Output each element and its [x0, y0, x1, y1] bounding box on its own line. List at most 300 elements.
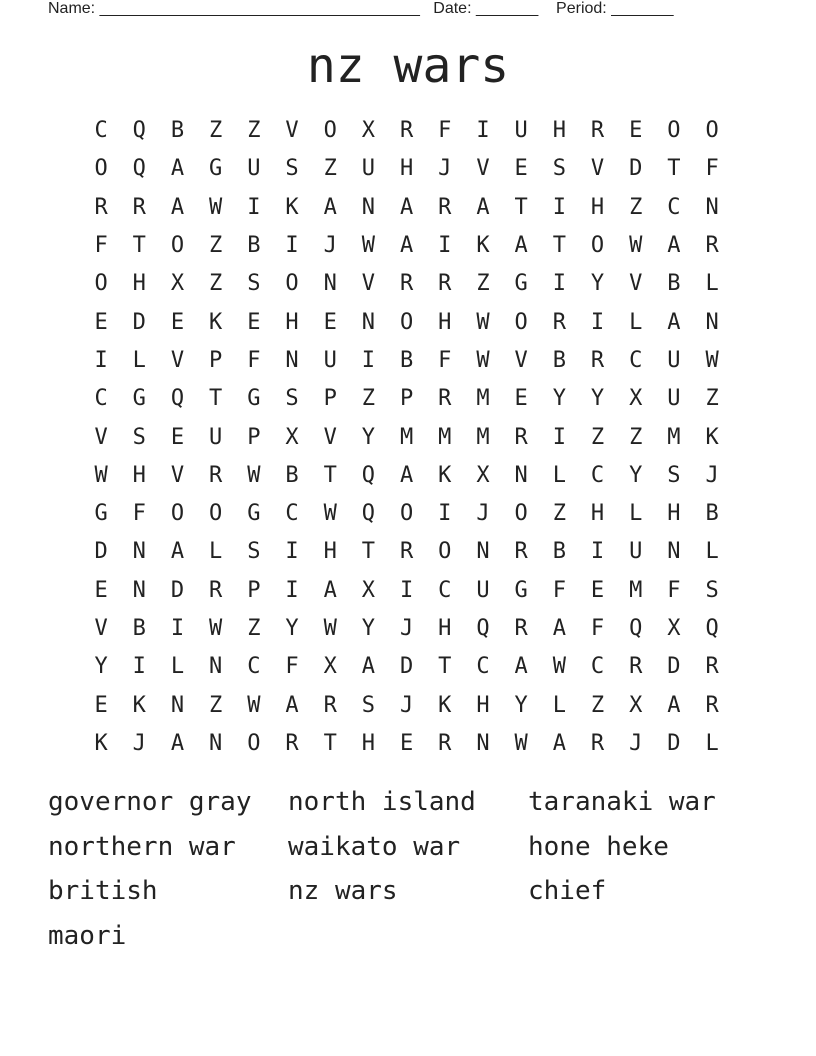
grid-letter: C [438, 577, 452, 603]
grid-letter: A [361, 654, 376, 680]
grid-letter: W [361, 233, 376, 259]
grid-letter: D [170, 577, 185, 603]
grid-letter: R [705, 692, 719, 718]
grid-letter: A [170, 194, 185, 220]
grid-letter: L [552, 462, 566, 488]
grid-letter: O [323, 118, 337, 144]
grid-letter: H [552, 118, 566, 144]
grid-letter: C [590, 654, 605, 680]
grid-letter: Z [552, 501, 566, 527]
grid-letter: J [438, 156, 452, 182]
grid-letter: Z [705, 386, 719, 412]
grid-letter: V [94, 616, 108, 641]
grid-letter: A [514, 654, 528, 680]
grid-letter: Q [705, 616, 719, 641]
grid-letter: V [361, 271, 376, 297]
grid-letter: C [476, 654, 490, 680]
grid-letter: S [552, 156, 566, 182]
grid-letter: I [94, 347, 108, 373]
letter-grid [82, 112, 731, 763]
grid-letter: X [285, 424, 299, 450]
grid-letter: K [94, 730, 108, 756]
grid-letter: E [514, 156, 528, 182]
grid-letter: B [170, 118, 185, 144]
word-list-item: northern war [48, 831, 236, 862]
grid-letter: G [514, 271, 528, 297]
grid-letter: F [285, 654, 299, 680]
grid-letter: Q [361, 462, 376, 488]
grid-letter: E [94, 577, 108, 603]
grid-letter: C [285, 501, 299, 527]
grid-letter: Z [361, 386, 376, 412]
word-list-item: waikato war [288, 831, 461, 862]
grid-letter: V [590, 156, 605, 182]
grid-row [82, 725, 731, 763]
grid-letter: Y [629, 462, 643, 488]
page-title: nz wars [306, 38, 510, 94]
grid-letter: F [590, 616, 605, 641]
grid-letter: Q [132, 118, 146, 144]
grid-row [82, 342, 731, 380]
grid-letter: X [361, 118, 376, 144]
grid-letter: V [170, 347, 185, 373]
grid-letter: T [514, 194, 528, 220]
grid-letter: R [552, 309, 566, 335]
grid-letter: N [132, 577, 146, 603]
grid-letter: C [667, 194, 681, 220]
grid-row [82, 533, 731, 571]
grid-letter: P [247, 577, 261, 603]
grid-letter: E [514, 386, 528, 412]
grid-letter: O [94, 271, 108, 297]
grid-letter: O [514, 501, 528, 527]
grid-letter: L [629, 309, 643, 335]
grid-letter: O [399, 309, 414, 335]
grid-letter: B [552, 347, 566, 373]
word-list-item: taranaki war [528, 787, 716, 817]
grid-letter: M [399, 424, 414, 450]
grid-letter: U [514, 118, 528, 144]
grid-letter: P [323, 386, 337, 412]
grid-letter: F [552, 577, 566, 603]
grid-letter: F [438, 118, 452, 144]
grid-letter: S [132, 424, 146, 450]
grid-letter: R [438, 386, 452, 412]
grid-letter: E [170, 309, 185, 335]
grid-letter: L [170, 654, 185, 680]
grid-letter: W [323, 616, 337, 641]
grid-letter: Z [209, 271, 223, 297]
word-list-item: chief [528, 876, 607, 906]
grid-letter: H [285, 309, 299, 335]
grid-letter: V [285, 118, 299, 144]
grid-letter: I [552, 271, 566, 297]
grid-letter: S [361, 692, 376, 718]
word-list [48, 780, 768, 958]
grid-letter: A [667, 233, 681, 259]
grid-letter: K [132, 692, 146, 718]
grid-letter: O [247, 730, 261, 756]
grid-letter: E [247, 309, 261, 335]
grid-row [82, 303, 731, 341]
grid-letter: Z [323, 156, 337, 182]
grid-letter: K [438, 462, 452, 488]
grid-letter: X [476, 462, 490, 488]
grid-letter: Y [285, 616, 299, 641]
grid-letter: O [399, 501, 414, 527]
grid-letter: V [514, 347, 528, 373]
grid-letter: N [476, 730, 490, 756]
grid-letter: R [94, 194, 108, 220]
grid-letter: R [132, 194, 146, 220]
grid-letter: F [667, 577, 681, 603]
name-line: ____________________________________ [99, 0, 420, 17]
grid-letter: A [667, 692, 681, 718]
grid-letter: L [629, 501, 643, 527]
word-list-item: hone heke [528, 831, 669, 862]
grid-letter: L [552, 692, 566, 718]
grid-letter: R [514, 424, 528, 450]
grid-letter: R [438, 194, 452, 220]
grid-letter: A [667, 309, 681, 335]
grid-letter: V [323, 424, 337, 450]
grid-letter: H [399, 156, 414, 182]
grid-letter: M [629, 577, 643, 603]
grid-letter: R [323, 692, 337, 718]
grid-letter: R [514, 616, 528, 641]
grid-letter: Q [629, 616, 643, 641]
grid-letter: K [705, 424, 719, 450]
grid-letter: I [361, 347, 376, 373]
grid-row [82, 112, 731, 150]
grid-letter: Y [552, 386, 566, 412]
grid-letter: M [476, 424, 490, 450]
grid-letter: B [705, 501, 719, 527]
grid-letter: W [705, 347, 719, 373]
grid-letter: N [361, 194, 376, 220]
grid-letter: W [514, 730, 528, 756]
grid-letter: L [705, 539, 719, 565]
grid-letter: H [438, 309, 452, 335]
grid-letter: U [323, 347, 337, 373]
grid-letter: J [705, 462, 719, 488]
grid-letter: H [132, 462, 146, 488]
date-line: _______ [475, 0, 539, 17]
grid-letter: H [590, 501, 605, 527]
grid-letter: D [667, 654, 681, 680]
grid-letter: A [323, 577, 337, 603]
grid-letter: J [476, 501, 490, 527]
grid-letter: G [247, 501, 261, 527]
grid-letter: Y [94, 654, 108, 680]
grid-letter: A [170, 539, 185, 565]
grid-letter: R [438, 730, 452, 756]
grid-letter: U [476, 577, 490, 603]
grid-letter: J [323, 233, 337, 259]
grid-letter: W [247, 462, 261, 488]
grid-letter: A [476, 194, 490, 220]
grid-letter: I [247, 194, 261, 220]
grid-letter: T [209, 386, 223, 412]
grid-letter: P [209, 347, 223, 373]
grid-letter: A [285, 692, 299, 718]
grid-row [82, 572, 731, 610]
grid-letter: Y [590, 386, 605, 412]
grid-letter: H [590, 194, 605, 220]
grid-letter: L [209, 539, 223, 565]
grid-letter: W [476, 309, 490, 335]
grid-letter: Z [209, 118, 223, 144]
grid-letter: V [170, 462, 185, 488]
grid-letter: Q [132, 156, 146, 182]
grid-letter: R [209, 462, 223, 488]
grid-letter: I [552, 194, 566, 220]
grid-letter: K [285, 194, 299, 220]
grid-letter: F [132, 501, 146, 527]
grid-letter: R [590, 730, 605, 756]
grid-letter: O [170, 501, 185, 527]
grid-letter: Z [209, 692, 223, 718]
grid-row [82, 380, 731, 418]
grid-letter: X [629, 692, 643, 718]
grid-letter: Z [209, 233, 223, 259]
grid-letter: G [514, 577, 528, 603]
grid-letter: P [399, 386, 414, 412]
grid-letter: E [94, 692, 108, 718]
grid-letter: A [399, 462, 414, 488]
grid-row [82, 457, 731, 495]
grid-letter: A [170, 156, 185, 182]
grid-letter: B [132, 616, 146, 641]
grid-letter: R [514, 539, 528, 565]
grid-letter: N [514, 462, 528, 488]
grid-letter: W [209, 616, 223, 641]
grid-letter: R [399, 118, 414, 144]
grid-letter: E [323, 309, 337, 335]
grid-letter: B [552, 539, 566, 565]
grid-letter: T [361, 539, 376, 565]
name-label: Name: [48, 0, 96, 17]
grid-letter: B [399, 347, 414, 373]
grid-letter: Y [361, 424, 376, 450]
grid-letter: X [629, 386, 643, 412]
grid-letter: R [399, 539, 414, 565]
grid-letter: J [399, 692, 414, 718]
grid-letter: X [361, 577, 376, 603]
grid-letter: N [476, 539, 490, 565]
grid-letter: N [361, 309, 376, 335]
grid-row [82, 189, 731, 227]
grid-letter: N [132, 539, 146, 565]
grid-letter: U [361, 156, 376, 182]
grid-letter: H [361, 730, 376, 756]
grid-letter: X [667, 616, 681, 641]
grid-letter: E [629, 118, 643, 144]
grid-letter: R [590, 118, 605, 144]
grid-letter: I [132, 654, 146, 680]
grid-letter: H [132, 271, 146, 297]
grid-row [82, 227, 731, 265]
grid-letter: C [94, 118, 108, 144]
grid-letter: P [247, 424, 261, 450]
grid-letter: F [247, 347, 261, 373]
grid-letter: I [285, 577, 299, 603]
grid-letter: R [705, 654, 719, 680]
grid-letter: C [94, 386, 108, 412]
grid-letter: R [285, 730, 299, 756]
grid-letter: K [209, 309, 223, 335]
grid-letter: Q [170, 386, 185, 412]
worksheet-header [48, 0, 674, 18]
grid-row [82, 648, 731, 686]
grid-letter: E [94, 309, 108, 335]
grid-letter: N [667, 539, 681, 565]
grid-letter: U [667, 347, 681, 373]
grid-letter: L [132, 347, 146, 373]
grid-letter: L [705, 730, 719, 756]
grid-letter: I [552, 424, 566, 450]
grid-letter: J [132, 730, 146, 756]
grid-letter: Y [361, 616, 376, 641]
grid-letter: O [285, 271, 299, 297]
grid-letter: Z [247, 616, 261, 641]
grid-letter: D [132, 309, 146, 335]
grid-letter: T [323, 462, 337, 488]
grid-row [82, 418, 731, 456]
grid-letter: T [667, 156, 681, 182]
grid-letter: D [629, 156, 643, 182]
grid-letter: A [552, 616, 566, 641]
grid-letter: R [705, 233, 719, 259]
grid-letter: I [590, 309, 605, 335]
grid-letter: W [247, 692, 261, 718]
grid-letter: T [323, 730, 337, 756]
grid-letter: Z [247, 118, 261, 144]
grid-letter: A [399, 194, 414, 220]
grid-letter: J [629, 730, 643, 756]
grid-letter: C [590, 462, 605, 488]
grid-letter: D [667, 730, 681, 756]
grid-letter: I [399, 577, 414, 603]
grid-letter: I [476, 118, 490, 144]
grid-letter: Q [476, 616, 490, 641]
grid-letter: T [552, 233, 566, 259]
grid-letter: O [514, 309, 528, 335]
grid-letter: E [590, 577, 605, 603]
grid-letter: V [629, 271, 643, 297]
grid-letter: M [438, 424, 452, 450]
grid-letter: F [94, 233, 108, 259]
grid-letter: W [476, 347, 490, 373]
grid-row [82, 150, 731, 188]
grid-letter: I [170, 616, 185, 641]
grid-letter: S [285, 156, 299, 182]
grid-letter: A [399, 233, 414, 259]
grid-letter: O [170, 233, 185, 259]
grid-letter: H [667, 501, 681, 527]
grid-letter: A [170, 730, 185, 756]
grid-letter: W [629, 233, 643, 259]
grid-letter: O [705, 118, 719, 144]
grid-letter: D [94, 539, 108, 565]
grid-letter: B [667, 271, 681, 297]
grid-letter: G [247, 386, 261, 412]
grid-letter: K [476, 233, 490, 259]
grid-letter: X [323, 654, 337, 680]
date-label: Date: [433, 0, 472, 17]
grid-letter: N [705, 309, 719, 335]
grid-letter: M [667, 424, 681, 450]
grid-letter: Z [629, 424, 643, 450]
grid-letter: N [285, 347, 299, 373]
grid-letter: S [247, 539, 261, 565]
period-label: Period: [556, 0, 607, 17]
grid-letter: R [209, 577, 223, 603]
grid-letter: N [209, 730, 223, 756]
grid-letter: L [705, 271, 719, 297]
grid-letter: F [705, 156, 719, 182]
word-list-item: north island [288, 787, 476, 817]
grid-letter: E [399, 730, 414, 756]
grid-letter: F [438, 347, 452, 373]
period-line: _______ [611, 0, 674, 17]
grid-letter: K [438, 692, 452, 718]
grid-letter: V [476, 156, 490, 182]
grid-letter: N [705, 194, 719, 220]
grid-letter: I [438, 233, 452, 259]
grid-letter: N [170, 692, 185, 718]
grid-letter: J [399, 616, 414, 641]
grid-row [82, 610, 731, 648]
grid-letter: V [94, 424, 108, 450]
grid-letter: U [247, 156, 261, 182]
grid-letter: C [247, 654, 261, 680]
grid-letter: M [476, 386, 490, 412]
grid-letter: O [94, 156, 108, 182]
grid-letter: Q [361, 501, 376, 527]
grid-letter: W [209, 194, 223, 220]
grid-letter: U [209, 424, 223, 450]
grid-letter: Z [476, 271, 490, 297]
grid-letter: S [247, 271, 261, 297]
grid-letter: O [209, 501, 223, 527]
grid-letter: O [667, 118, 681, 144]
grid-letter: C [629, 347, 643, 373]
grid-letter: A [514, 233, 528, 259]
grid-letter: R [438, 271, 452, 297]
grid-letter: H [323, 539, 337, 565]
grid-letter: I [285, 233, 299, 259]
grid-letter: O [438, 539, 452, 565]
grid-letter: T [132, 233, 146, 259]
grid-letter: B [247, 233, 261, 259]
grid-letter: H [438, 616, 452, 641]
grid-letter: R [590, 347, 605, 373]
grid-letter: U [629, 539, 643, 565]
grid-letter: N [323, 271, 337, 297]
grid-letter: R [399, 271, 414, 297]
grid-letter: R [629, 654, 643, 680]
grid-row [82, 265, 731, 303]
grid-letter: X [170, 271, 185, 297]
grid-letter: T [438, 654, 452, 680]
word-list-item: british [48, 876, 158, 906]
grid-row [82, 495, 731, 533]
grid-letter: Z [590, 692, 605, 718]
grid-letter: H [476, 692, 490, 718]
grid-letter: I [590, 539, 605, 565]
grid-letter: O [590, 233, 605, 259]
